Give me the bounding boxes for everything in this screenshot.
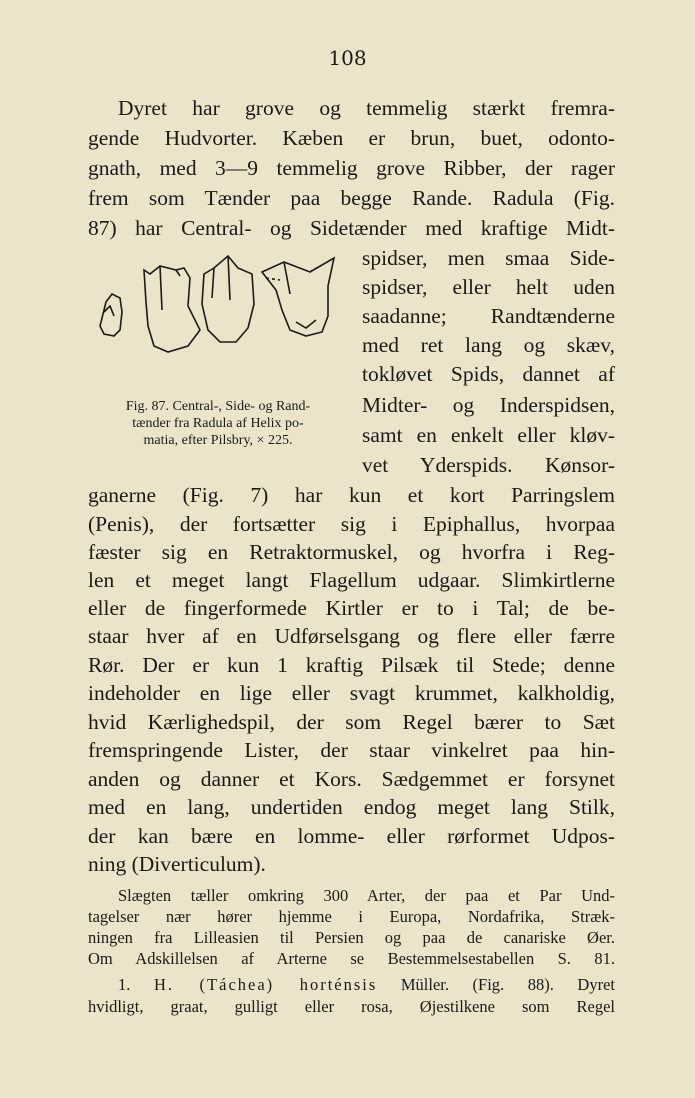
text-line: fæster sig en Retraktormuskel, og hvorfra i Reg- xyxy=(88,540,615,564)
figure-caption xyxy=(86,398,350,449)
text-line: Rør. Der er kun 1 kraftig Pilsæk til Stede; denne xyxy=(88,653,615,677)
text-line: Slægten tæller omkring 300 Arter, der paa et Par Und- xyxy=(118,886,615,905)
text-line: len et meget langt Flagellum udgaar. Slimkirtlerne xyxy=(88,568,615,592)
text-line: anden og danner et Kors. Sædgemmet er forsynet xyxy=(88,767,615,791)
central-tooth xyxy=(202,256,254,342)
text-line: eller de fingerformede Kirtler er to i Tal; de be- xyxy=(88,596,615,620)
text-line: Midter- og Inderspidsen, xyxy=(362,393,615,417)
text-line: ningen fra Lilleasien til Persien og paa de canariske Øer. xyxy=(88,928,615,947)
text-line: hvid Kærlighedspil, der som Regel bærer to Sæt xyxy=(88,710,615,734)
marginal-tooth xyxy=(100,294,122,336)
text-line: (Penis), der fortsætter sig i Epiphallus, hvorpaa xyxy=(88,512,615,536)
caption-line: tænder fra Radula af Helix po- xyxy=(132,416,304,431)
text-line: samt en enkelt eller kløv- xyxy=(362,423,615,447)
text-line: der kan bære en lomme- eller rørformet Udpos- xyxy=(88,824,615,848)
text-line: indeholder en lige eller svagt krummet, kalkholdig, xyxy=(88,681,615,705)
text-line: Dyret har grove og temmelig stærkt fremra- xyxy=(118,96,615,120)
text-line: saadanne; Randtænderne xyxy=(362,304,615,328)
text-line: frem som Tænder paa begge Rande. Radula (Fig. xyxy=(88,186,615,210)
text-line: staar hver af en Udførselsgang og flere eller færre xyxy=(88,624,615,648)
lateral-tooth xyxy=(262,258,334,336)
text-line: med en lang, undertiden endog meget lang Stilk, xyxy=(88,795,615,819)
text-line: med ret lang og skæv, xyxy=(362,333,615,357)
species-author: Müller. (Fig. 88). Dyret xyxy=(400,975,615,994)
species-entry xyxy=(118,974,615,996)
text-line: Om Adskillelsen af Arterne se Bestemmelsestabellen S. 81. xyxy=(88,949,615,968)
text-line: fremspringende Lister, der staar vinkelret paa hin- xyxy=(88,738,615,762)
text-line: hvidligt, graat, gulligt eller rosa, Øjestilkene som Regel xyxy=(88,997,615,1016)
text-line: spidser, men smaa Side- xyxy=(362,246,615,270)
page-number: 108 xyxy=(328,46,367,70)
text-line: ganerne (Fig. 7) har kun et kort Parringslem xyxy=(88,483,615,507)
text-line: vet Yderspids. Kønsor- xyxy=(362,453,615,477)
text-line: ning (Diverticulum). xyxy=(88,852,266,876)
text-line: tokløvet Spids, dannet af xyxy=(362,362,615,386)
text-line: 87) har Central- og Sidetænder med kraftige Midt- xyxy=(88,216,615,240)
lateral-tooth xyxy=(144,266,200,352)
species-number: 1. xyxy=(118,975,131,994)
text-line: spidser, eller helt uden xyxy=(362,275,615,299)
radula-teeth-figure xyxy=(84,250,354,390)
text-line: gnath, med 3—9 temmelig grove Ribber, der rager xyxy=(88,156,615,180)
text-line: gende Hudvorter. Kæben er brun, buet, odonto- xyxy=(88,126,615,150)
caption-line: matia, efter Pilsbry, × 225. xyxy=(143,433,293,448)
text-line: tagelser nær hører hjemme i Europa, Nordafrika, Stræk- xyxy=(88,907,615,926)
caption-line: Fig. 87. Central-, Side- og Rand- xyxy=(125,399,311,414)
species-name: H. (Táchea) horténsis xyxy=(153,975,378,994)
